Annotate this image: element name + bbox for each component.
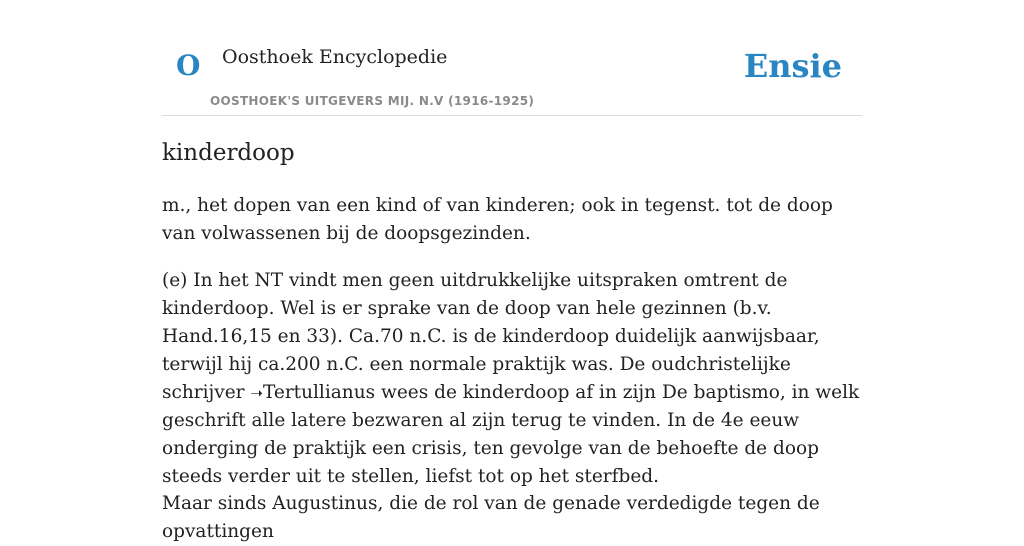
article-paragraph-3: Maar sinds Augustinus, die de rol van de genade verdedigde tegen de opvattingen xyxy=(162,493,820,542)
tertullianus-link-label: Tertullianus xyxy=(262,382,376,403)
site-logo[interactable]: O xyxy=(176,49,201,82)
article-paragraph-2 xyxy=(162,267,862,491)
site-title-link[interactable]: Oosthoek Encyclopedie xyxy=(222,46,448,68)
tertullianus-link[interactable] xyxy=(250,382,375,403)
publisher-label: OOSTHOEK'S UITGEVERS MIJ. N.V (1916-1925) xyxy=(210,94,535,108)
site-header xyxy=(162,0,862,116)
paragraph-2-text-start: (e) In het NT vindt men geen uitdrukkelijke uitspraken omtrent de kinderdoop. Wel is er sprake van de doop van hele gezinnen (b.v. Hand.16,15 en 33). Ca.70 n.C. is de kinderdoop duidelijk aanwijsbaar, terwijl hij ca.200 n.C. een normale praktijk was. De oudchristelijke schrijver xyxy=(162,270,820,403)
article-paragraph-1: m., het dopen van een kind of van kinderen; ook in tegenst. tot de doop van volwassenen bij de doopsgezinden. xyxy=(162,195,833,244)
page xyxy=(162,0,862,542)
article-headword: kinderdoop xyxy=(162,140,295,166)
paragraph-2-text-end: wees de kinderdoop af in zijn De baptismo, in welk geschrift alle latere bezwaren al zijn terug te vinden. In de 4e eeuw onderging de praktijk een crisis, ten gevolge van de behoefte de doop steeds verder uit te stellen, liefst tot op het sterfbed. xyxy=(162,382,860,487)
ensie-brand-link[interactable]: Ensie xyxy=(743,47,842,85)
cross-reference-arrow-icon: ➝ xyxy=(250,384,263,402)
